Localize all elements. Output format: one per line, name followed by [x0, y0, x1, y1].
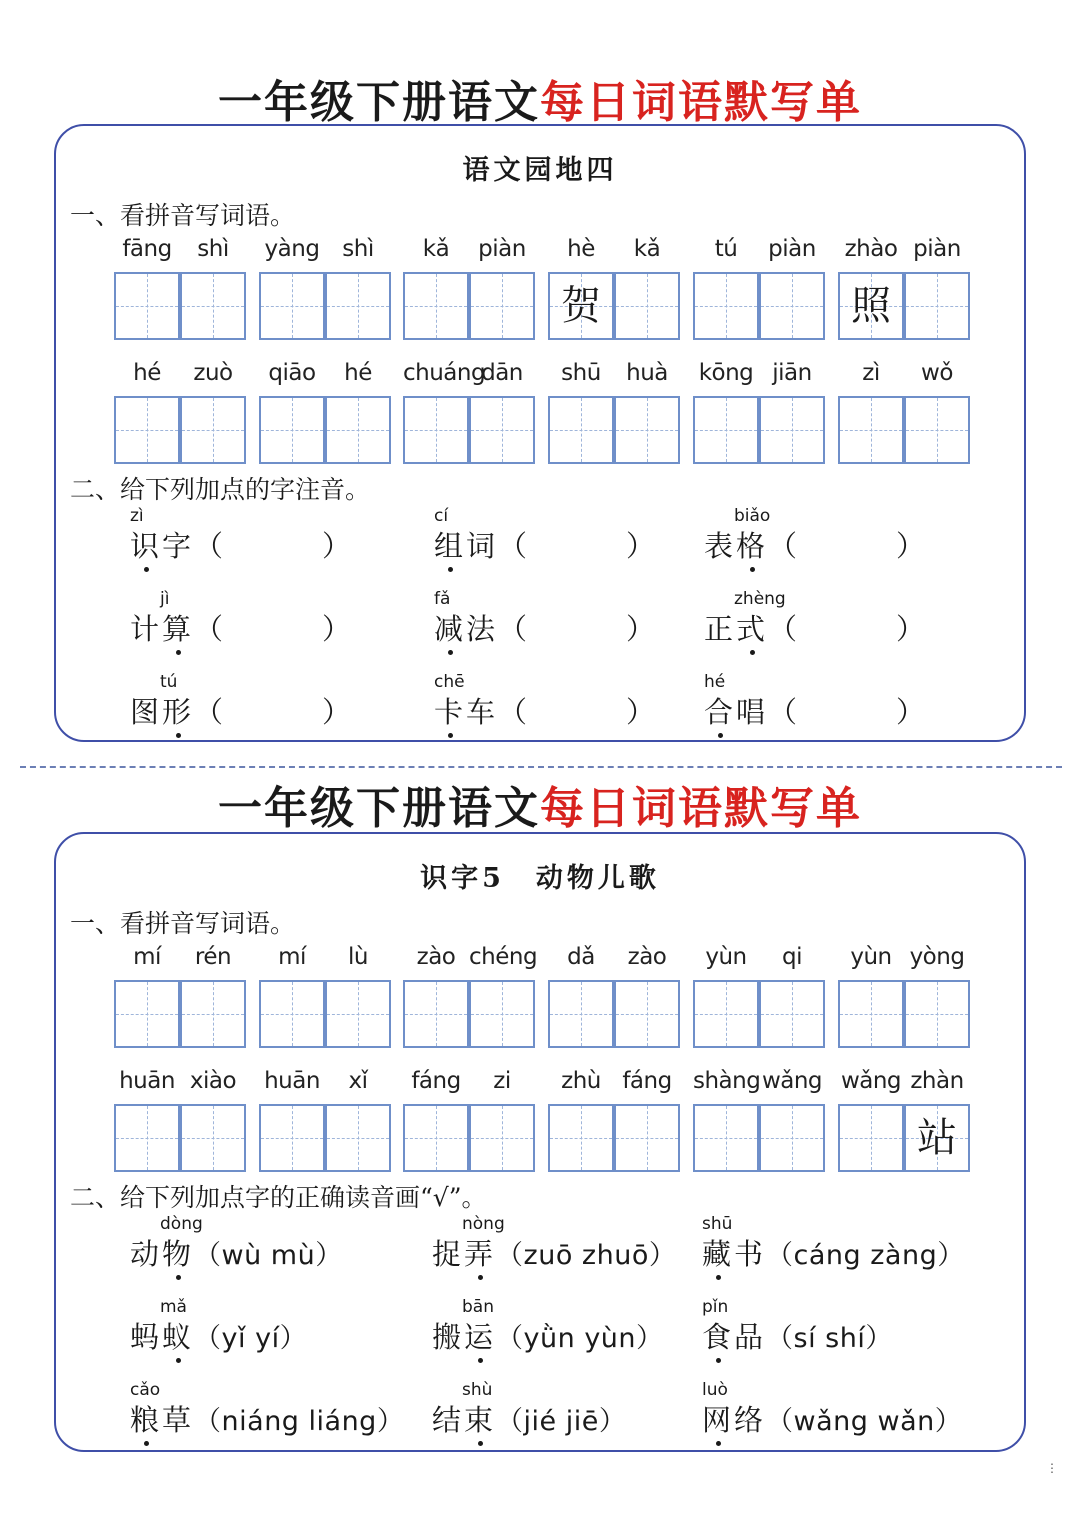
writing-cell[interactable]	[838, 1104, 904, 1172]
item-pinyin: hé	[704, 672, 726, 692]
annotation-item	[434, 589, 724, 659]
pinyin-syllable: huà	[626, 360, 668, 386]
item-character: 络	[734, 1403, 767, 1437]
pinyin	[693, 944, 825, 978]
written-character: 照	[851, 283, 891, 329]
tianzige-grid	[548, 272, 680, 340]
tianzige-grid	[114, 980, 246, 1048]
item-character: 网	[702, 1403, 735, 1437]
pinyin-syllable: mí	[278, 944, 306, 970]
item-pinyin: zhèng	[734, 589, 786, 609]
item-character: 合	[704, 695, 737, 729]
writing-cell[interactable]	[838, 980, 904, 1048]
pinyin-syllable: kǎ	[633, 236, 661, 262]
tianzige-grid	[259, 396, 391, 464]
item-word	[432, 1315, 664, 1356]
item-word	[704, 690, 928, 731]
pinyin	[114, 236, 246, 270]
item-character: 藏	[702, 1237, 735, 1271]
pronunciation-options[interactable]: （cáng zàng）	[766, 1240, 965, 1271]
answer-parentheses[interactable]: （ ）	[768, 612, 929, 646]
item-character: 格	[736, 529, 769, 563]
pinyin-syllable: qi	[782, 944, 802, 970]
pronunciation-options[interactable]: （zuō zhuō）	[496, 1240, 677, 1271]
annotation-item	[704, 589, 994, 659]
pinyin	[403, 1068, 535, 1102]
writing-cell[interactable]	[325, 272, 391, 340]
item-character: 减	[434, 612, 467, 646]
pinyin	[403, 944, 538, 978]
pinyin	[114, 1068, 246, 1102]
pinyin-syllable: zì	[862, 360, 880, 386]
tianzige-grid	[693, 396, 825, 464]
tianzige-grid	[259, 980, 391, 1048]
tianzige-grid	[693, 980, 825, 1048]
tianzige-grid	[548, 980, 680, 1048]
writing-cell[interactable]	[259, 272, 325, 340]
item-character: 搬	[432, 1320, 465, 1354]
writing-cell[interactable]	[180, 1104, 246, 1172]
writing-cell[interactable]	[759, 1104, 825, 1172]
pinyin-syllable: jiān	[772, 360, 812, 386]
pinyin-syllable: wǒ	[921, 360, 953, 386]
pinyin-syllable: kōng	[698, 360, 754, 386]
tianzige-grid	[114, 396, 246, 464]
writing-cell[interactable]	[114, 980, 180, 1048]
pinyin-syllable: dān	[481, 360, 523, 386]
pronunciation-options[interactable]: （wù mù）	[194, 1240, 343, 1271]
pinyin-syllable: yùn	[850, 944, 892, 970]
item-character: 车	[466, 695, 499, 729]
pinyin-syllable: piàn	[768, 236, 816, 262]
annotation-item	[432, 1380, 722, 1450]
writing-cell[interactable]	[403, 396, 469, 464]
annotation-item	[130, 1214, 420, 1284]
item-character: 捉	[432, 1237, 465, 1271]
writing-cell[interactable]	[759, 396, 825, 464]
writing-cell[interactable]	[838, 272, 904, 340]
annotation-item	[432, 1297, 722, 1367]
item-character: 蚁	[162, 1320, 195, 1354]
pinyin-syllable: zào	[416, 944, 456, 970]
writing-cell[interactable]	[904, 980, 970, 1048]
item-word	[702, 1315, 893, 1356]
item-word	[130, 690, 354, 731]
pinyin-syllable: xǐ	[348, 1068, 368, 1094]
writing-cell[interactable]	[403, 272, 469, 340]
item-character: 卡	[434, 695, 467, 729]
pinyin	[114, 944, 246, 978]
annotation-item	[434, 506, 724, 576]
item-pinyin: jì	[160, 589, 170, 609]
item-pinyin: shù	[462, 1380, 493, 1400]
pinyin-syllable: fáng	[622, 1068, 672, 1094]
tianzige-grid	[114, 1104, 246, 1172]
item-character: 图	[130, 695, 163, 729]
pinyin-syllable: fáng	[411, 1068, 461, 1094]
annotation-item	[130, 506, 420, 576]
annotation-item	[130, 1380, 420, 1450]
pinyin-syllable: zhù	[561, 1068, 601, 1094]
writing-cell[interactable]	[259, 980, 325, 1048]
writing-cell[interactable]	[904, 396, 970, 464]
item-word	[432, 1232, 676, 1273]
item-pinyin: luò	[702, 1380, 728, 1400]
tianzige-grid	[403, 1104, 535, 1172]
item-word	[434, 524, 658, 565]
item-character: 形	[162, 695, 195, 729]
item-character: 法	[466, 612, 499, 646]
pinyin	[403, 360, 535, 394]
pinyin	[259, 360, 391, 394]
pinyin-syllable: yòng	[909, 944, 965, 970]
item-pinyin: tú	[160, 672, 178, 692]
item-pinyin: pǐn	[702, 1297, 729, 1317]
writing-cell[interactable]	[403, 1104, 469, 1172]
pinyin-syllable: lù	[348, 944, 368, 970]
pinyin-syllable: wǎng	[840, 1068, 902, 1094]
item-character: 蚂	[130, 1320, 163, 1354]
item-character: 草	[162, 1403, 195, 1437]
tianzige-grid	[403, 272, 535, 340]
header-red-text: 每日词语默写单	[540, 783, 862, 834]
sheet1-header	[0, 66, 1080, 130]
pronunciation-options[interactable]: （sí shí）	[766, 1323, 893, 1354]
pinyin-syllable: zi	[493, 1068, 511, 1094]
item-character: 动	[130, 1237, 163, 1271]
pinyin-syllable: xiào	[189, 1068, 237, 1094]
sheet2-section1: 一、看拼音写词语。	[70, 909, 296, 938]
tianzige-grid	[548, 1104, 680, 1172]
writing-cell[interactable]	[180, 980, 246, 1048]
cut-line-divider	[20, 766, 1062, 768]
pronunciation-options[interactable]: （jié jiē）	[496, 1406, 627, 1437]
item-character: 正	[704, 612, 737, 646]
item-pinyin: cǎo	[130, 1380, 161, 1400]
annotation-item	[704, 672, 994, 742]
item-word	[130, 1398, 404, 1439]
item-pinyin: dòng	[160, 1214, 203, 1234]
writing-cell[interactable]	[180, 272, 246, 340]
item-word	[702, 1232, 965, 1273]
item-pinyin: zì	[130, 506, 144, 526]
annotation-item	[432, 1214, 722, 1284]
pinyin-syllable: hé	[344, 360, 372, 386]
sheet1-title: 语文园地四	[462, 155, 618, 186]
answer-parentheses[interactable]: （ ）	[498, 529, 659, 563]
item-character: 唱	[736, 695, 769, 729]
item-pinyin: cí	[434, 506, 449, 526]
tianzige-grid	[693, 1104, 825, 1172]
writing-cell[interactable]	[469, 396, 535, 464]
item-character: 字	[162, 529, 195, 563]
writing-cell[interactable]	[259, 1104, 325, 1172]
writing-cell[interactable]	[325, 980, 391, 1048]
item-character: 食	[702, 1320, 735, 1354]
writing-cell[interactable]	[904, 1104, 970, 1172]
item-character: 组	[434, 529, 467, 563]
pinyin	[548, 1068, 680, 1102]
item-word	[130, 607, 354, 648]
writing-cell[interactable]	[904, 272, 970, 340]
pinyin	[259, 1068, 391, 1102]
pinyin-syllable: huān	[119, 1068, 175, 1094]
written-character: 贺	[561, 283, 601, 329]
writing-cell[interactable]	[548, 1104, 614, 1172]
item-character: 弄	[464, 1237, 497, 1271]
writing-cell[interactable]	[325, 396, 391, 464]
writing-cell[interactable]	[614, 396, 680, 464]
writing-cell[interactable]	[614, 980, 680, 1048]
answer-parentheses[interactable]: （ ）	[498, 695, 659, 729]
item-character: 运	[464, 1320, 497, 1354]
item-character: 算	[162, 612, 195, 646]
pronunciation-options[interactable]: （yǜn yùn）	[496, 1323, 664, 1354]
answer-parentheses[interactable]: （ ）	[194, 529, 355, 563]
writing-cell[interactable]	[469, 272, 535, 340]
item-character: 结	[432, 1403, 465, 1437]
item-pinyin: bān	[462, 1297, 494, 1317]
pinyin-syllable: shì	[197, 236, 229, 262]
sheet1-section2: 二、给下列加点的字注音。	[70, 475, 371, 504]
pinyin-syllable: piàn	[478, 236, 526, 262]
writing-cell[interactable]	[614, 272, 680, 340]
tianzige-grid	[403, 396, 535, 464]
item-character: 词	[466, 529, 499, 563]
pinyin	[838, 1068, 970, 1102]
writing-cell[interactable]	[693, 980, 759, 1048]
tianzige-grid	[838, 272, 970, 340]
pinyin	[693, 360, 825, 394]
item-pinyin: nòng	[462, 1214, 505, 1234]
pinyin-syllable: zhào	[844, 236, 898, 262]
pinyin-syllable: hè	[567, 236, 595, 262]
writing-cell[interactable]	[114, 272, 180, 340]
pinyin	[114, 360, 246, 394]
item-character: 束	[464, 1403, 497, 1437]
header-black-text: 一年级下册语文	[218, 783, 540, 834]
writing-cell[interactable]	[614, 1104, 680, 1172]
pinyin	[259, 236, 391, 270]
writing-cell[interactable]	[693, 272, 759, 340]
sheet1-panel	[54, 124, 1026, 742]
writing-cell[interactable]	[114, 1104, 180, 1172]
pinyin-syllable: mí	[133, 944, 161, 970]
annotation-item	[702, 1380, 992, 1450]
writing-cell[interactable]	[759, 272, 825, 340]
tianzige-grid	[259, 1104, 391, 1172]
tianzige-grid	[838, 396, 970, 464]
pronunciation-options[interactable]: （niáng liáng）	[194, 1406, 405, 1437]
writing-cell[interactable]	[403, 980, 469, 1048]
pinyin-syllable: shì	[342, 236, 374, 262]
pinyin-syllable: shū	[561, 360, 601, 386]
item-pinyin: mǎ	[160, 1297, 187, 1317]
writing-cell[interactable]	[548, 980, 614, 1048]
annotation-item	[434, 672, 724, 742]
pinyin	[693, 236, 825, 270]
annotation-item	[702, 1297, 992, 1367]
writing-cell[interactable]	[180, 396, 246, 464]
tianzige-grid	[838, 980, 970, 1048]
item-word	[130, 1315, 307, 1356]
item-word	[704, 607, 928, 648]
sheet2-header	[0, 772, 1080, 836]
annotation-item	[130, 1297, 420, 1367]
item-word	[434, 607, 658, 648]
pinyin-syllable: zhàn	[910, 1068, 964, 1094]
pinyin-syllable: tú	[714, 236, 738, 262]
pinyin-syllable: huān	[264, 1068, 320, 1094]
item-character: 式	[736, 612, 769, 646]
answer-parentheses[interactable]: （ ）	[768, 695, 929, 729]
pinyin-syllable: zào	[627, 944, 667, 970]
pinyin-syllable: fāng	[122, 236, 172, 262]
pronunciation-options[interactable]: （wǎng wǎn）	[766, 1406, 963, 1437]
item-character: 书	[734, 1237, 767, 1271]
item-character: 计	[130, 612, 163, 646]
sheet1-section1: 一、看拼音写词语。	[70, 201, 296, 230]
writing-cell[interactable]	[759, 980, 825, 1048]
writing-cell[interactable]	[693, 1104, 759, 1172]
pinyin-syllable: chéng	[469, 944, 538, 970]
item-character: 识	[130, 529, 163, 563]
item-pinyin: biǎo	[734, 506, 771, 526]
pinyin-syllable: kǎ	[422, 236, 450, 262]
pinyin-syllable: zuò	[193, 360, 233, 386]
sheet2-section2: 二、给下列加点字的正确读音画“√”。	[70, 1183, 487, 1212]
item-word	[432, 1398, 626, 1439]
item-word	[702, 1398, 962, 1439]
header-red-text: 每日词语默写单	[540, 77, 862, 128]
item-character: 品	[734, 1320, 767, 1354]
tianzige-grid	[838, 1104, 970, 1172]
written-character: 站	[917, 1115, 957, 1161]
item-character: 表	[704, 529, 737, 563]
pinyin	[838, 944, 970, 978]
annotation-item	[702, 1214, 992, 1284]
item-character: 粮	[130, 1403, 163, 1437]
item-word	[130, 524, 354, 565]
writing-cell[interactable]	[548, 272, 614, 340]
answer-parentheses[interactable]: （ ）	[768, 529, 929, 563]
pinyin-syllable: chuáng	[403, 360, 486, 386]
item-word	[434, 690, 658, 731]
writing-cell[interactable]	[325, 1104, 391, 1172]
sheet2-title: 识字5 动物儿歌	[420, 863, 660, 894]
header-black-text: 一年级下册语文	[218, 77, 540, 128]
writing-cell[interactable]	[838, 396, 904, 464]
answer-parentheses[interactable]: （ ）	[194, 612, 355, 646]
tianzige-grid	[403, 980, 535, 1048]
item-pinyin: shū	[702, 1214, 733, 1234]
pinyin	[403, 236, 535, 270]
sheet2-panel	[54, 832, 1026, 1452]
tianzige-grid	[259, 272, 391, 340]
tianzige-grid	[114, 272, 246, 340]
corner-mark-icon: ⋮	[1046, 1461, 1058, 1475]
item-word	[704, 524, 928, 565]
writing-cell[interactable]	[693, 396, 759, 464]
pinyin	[838, 360, 970, 394]
pinyin-syllable: hé	[133, 360, 161, 386]
item-word	[130, 1232, 343, 1273]
pinyin-syllable: rén	[194, 944, 232, 970]
item-character: 物	[162, 1237, 195, 1271]
item-pinyin: chē	[434, 672, 465, 692]
writing-cell[interactable]	[548, 396, 614, 464]
annotation-item	[130, 589, 420, 659]
tianzige-grid	[548, 396, 680, 464]
pinyin	[693, 1068, 825, 1102]
pinyin-syllable: qiāo	[268, 360, 316, 386]
pinyin	[838, 236, 970, 270]
answer-parentheses[interactable]: （ ）	[498, 612, 659, 646]
pinyin-syllable: yàng	[264, 236, 320, 262]
tianzige-grid	[693, 272, 825, 340]
pinyin-syllable: yùn	[705, 944, 747, 970]
pronunciation-options[interactable]: （yǐ yí）	[194, 1323, 308, 1354]
writing-cell[interactable]	[259, 396, 325, 464]
pinyin-syllable: piàn	[913, 236, 961, 262]
pinyin	[548, 236, 680, 270]
pinyin-syllable: wǎng	[761, 1068, 823, 1094]
pinyin-syllable: dǎ	[567, 944, 595, 970]
annotation-item	[704, 506, 994, 576]
writing-cell[interactable]	[114, 396, 180, 464]
pinyin	[548, 944, 680, 978]
item-pinyin: fǎ	[434, 589, 451, 609]
pinyin	[259, 944, 391, 978]
annotation-item	[130, 672, 420, 742]
answer-parentheses[interactable]: （ ）	[194, 695, 355, 729]
writing-cell[interactable]	[469, 1104, 535, 1172]
writing-cell[interactable]	[469, 980, 535, 1048]
pinyin	[548, 360, 680, 394]
pinyin-syllable: shàng	[693, 1068, 761, 1094]
